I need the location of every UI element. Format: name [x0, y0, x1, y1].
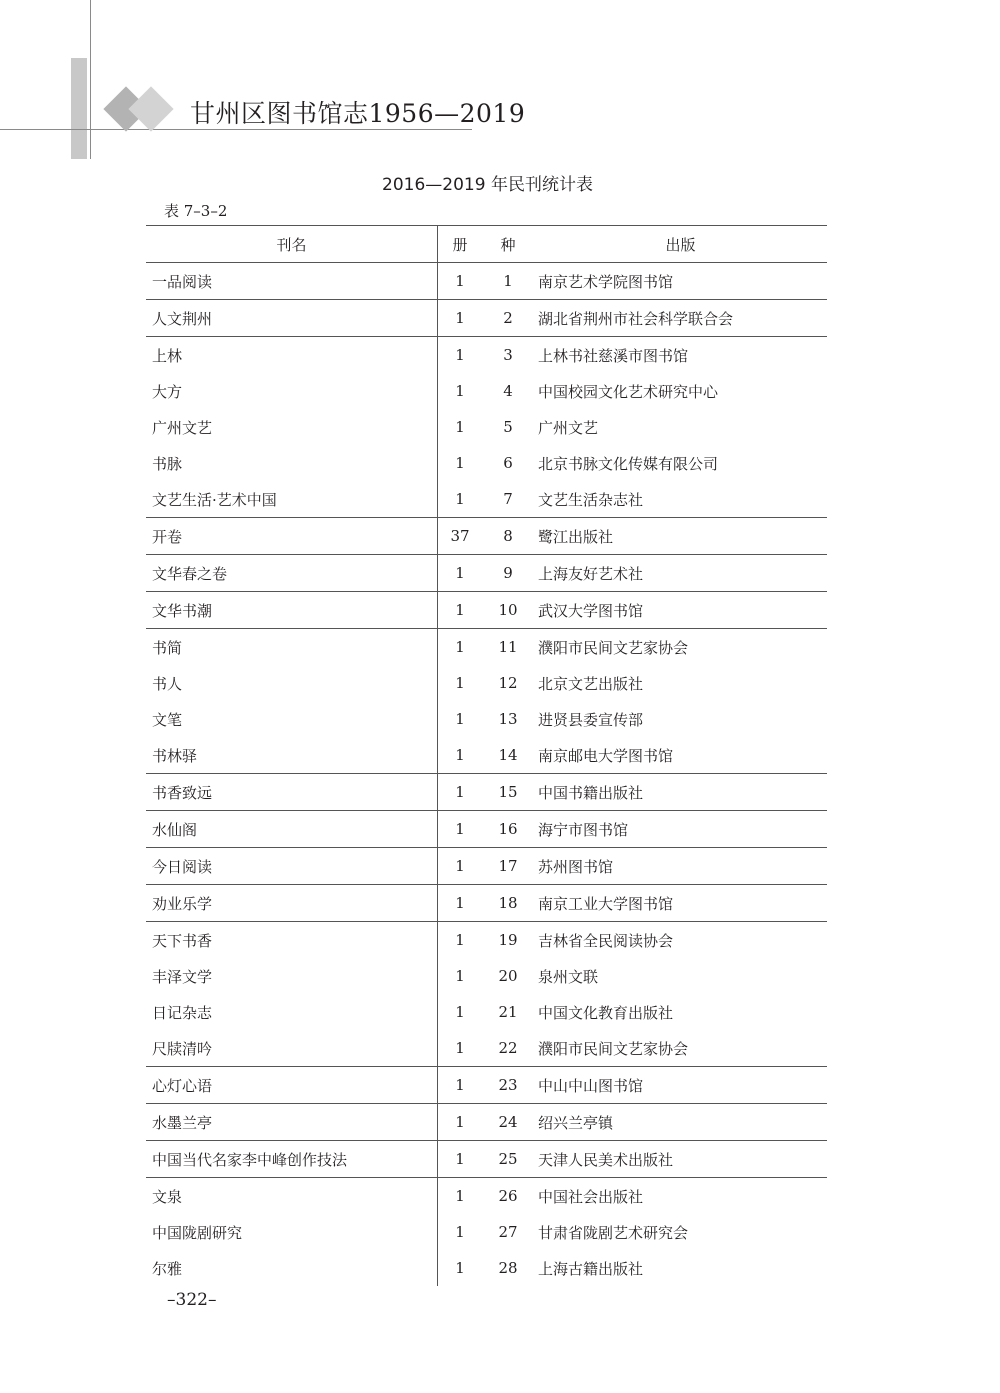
- table-row: [146, 629, 827, 665]
- table-row: [146, 885, 827, 922]
- running-header-title: 甘州区图书馆志1956—2019: [190, 99, 526, 128]
- cell-kinds: 28: [498, 1259, 518, 1277]
- table-row: [146, 1067, 827, 1104]
- cell-publisher: 武汉大学图书馆: [538, 601, 644, 620]
- table-row: [146, 774, 827, 811]
- cell-publisher: 天津人民美术出版社: [538, 1150, 674, 1169]
- cell-volumes: 1: [455, 1223, 465, 1241]
- cell-publisher: 广州文艺: [538, 418, 599, 437]
- cell-kinds: 25: [498, 1150, 518, 1168]
- table-row: [146, 994, 827, 1030]
- cell-volumes: 1: [455, 857, 465, 875]
- cell-name: 广州文艺: [146, 409, 438, 445]
- cell-name: 大方: [146, 373, 438, 409]
- cell-name: 开卷: [146, 518, 438, 554]
- cell-name: 心灯心语: [146, 1067, 438, 1103]
- cell-publisher: 南京邮电大学图书馆: [538, 746, 674, 765]
- cell-publisher: 中国社会出版社: [538, 1187, 644, 1206]
- cell-volumes: 1: [455, 601, 465, 619]
- cell-publisher: 进贤县委宣传部: [538, 710, 644, 729]
- cell-publisher: 甘肃省陇剧艺术研究会: [538, 1223, 689, 1242]
- table-row: [146, 409, 827, 445]
- cell-volumes: 1: [455, 1150, 465, 1168]
- cell-volumes: 1: [455, 710, 465, 728]
- cell-volumes: 1: [455, 931, 465, 949]
- cell-publisher: 上林书社慈溪市图书馆: [538, 346, 689, 365]
- cell-name: 书林驿: [146, 737, 438, 773]
- cell-kinds: 19: [498, 931, 518, 949]
- cell-kinds: 9: [503, 564, 513, 582]
- cell-volumes: 1: [455, 1259, 465, 1277]
- cell-volumes: 1: [455, 1003, 465, 1021]
- table-row: [146, 737, 827, 774]
- cell-publisher: 北京文艺出版社: [538, 674, 644, 693]
- table-title: 2016—2019 年民刊统计表: [382, 175, 593, 195]
- cell-kinds: 7: [503, 490, 513, 508]
- cell-name: 文笔: [146, 701, 438, 737]
- cell-volumes: 37: [450, 527, 470, 545]
- cell-publisher: 南京工业大学图书馆: [538, 894, 674, 913]
- cell-name: 水墨兰亭: [146, 1104, 438, 1140]
- cell-volumes: 1: [455, 638, 465, 656]
- cell-volumes: 1: [455, 309, 465, 327]
- cell-kinds: 13: [498, 710, 518, 728]
- cell-volumes: 1: [455, 490, 465, 508]
- cell-name: 尺牍清吟: [146, 1030, 438, 1066]
- cell-kinds: 24: [498, 1113, 518, 1131]
- table-row: [146, 337, 827, 373]
- table-row: [146, 263, 827, 300]
- cell-name: 一品阅读: [146, 263, 438, 299]
- cell-name: 文华书潮: [146, 592, 438, 628]
- table-row: [146, 1178, 827, 1214]
- table-row: [146, 518, 827, 555]
- cell-kinds: 20: [498, 967, 518, 985]
- cell-name: 书脉: [146, 445, 438, 481]
- cell-kinds: 14: [498, 746, 518, 764]
- cell-name: 文艺生活·艺术中国: [146, 481, 438, 517]
- periodicals-table: [146, 225, 827, 1286]
- table-row: [146, 1104, 827, 1141]
- header-volumes: 册: [452, 235, 468, 254]
- cell-publisher: 濮阳市民间文艺家协会: [538, 638, 689, 657]
- cell-volumes: 1: [455, 783, 465, 801]
- cell-publisher: 绍兴兰亭镇: [538, 1113, 614, 1132]
- cell-kinds: 11: [498, 638, 518, 656]
- cell-volumes: 1: [455, 564, 465, 582]
- cell-publisher: 北京书脉文化传媒有限公司: [538, 454, 719, 473]
- cell-kinds: 5: [503, 418, 513, 436]
- cell-publisher: 濮阳市民间文艺家协会: [538, 1039, 689, 1058]
- table-row: [146, 958, 827, 994]
- cell-name: 上林: [146, 337, 438, 373]
- table-row: [146, 1030, 827, 1067]
- cell-volumes: 1: [455, 454, 465, 472]
- cell-publisher: 南京艺术学院图书馆: [538, 272, 674, 291]
- cell-name: 文华春之卷: [146, 555, 438, 591]
- cell-kinds: 16: [498, 820, 518, 838]
- table-row: [146, 701, 827, 737]
- table-row: [146, 555, 827, 592]
- cell-volumes: 1: [455, 1039, 465, 1057]
- cell-publisher: 中国书籍出版社: [538, 783, 644, 802]
- cell-publisher: 上海古籍出版社: [538, 1259, 644, 1278]
- cell-kinds: 18: [498, 894, 518, 912]
- table-row: [146, 481, 827, 518]
- table-row: [146, 373, 827, 409]
- table-row: [146, 848, 827, 885]
- table-body: [146, 263, 827, 1286]
- cell-kinds: 4: [503, 382, 513, 400]
- cell-kinds: 2: [503, 309, 513, 327]
- table-number: 表 7–3–2: [164, 202, 228, 220]
- cell-publisher: 泉州文联: [538, 967, 599, 986]
- cell-publisher: 文艺生活杂志社: [538, 490, 644, 509]
- cell-name: 书简: [146, 629, 438, 665]
- table-header-row: [146, 226, 827, 263]
- cell-kinds: 27: [498, 1223, 518, 1241]
- table-row: [146, 300, 827, 337]
- cell-publisher: 海宁市图书馆: [538, 820, 629, 839]
- header-kinds: 种: [500, 235, 516, 254]
- cell-volumes: 1: [455, 382, 465, 400]
- table-row: [146, 1141, 827, 1178]
- cell-name: 书香致远: [146, 774, 438, 810]
- cell-publisher: 中国校园文化艺术研究中心: [538, 382, 719, 401]
- cell-name: 日记杂志: [146, 994, 438, 1030]
- cell-publisher: 中国文化教育出版社: [538, 1003, 674, 1022]
- cell-volumes: 1: [455, 820, 465, 838]
- cell-volumes: 1: [455, 746, 465, 764]
- cell-kinds: 23: [498, 1076, 518, 1094]
- cell-publisher: 中山中山图书馆: [538, 1076, 644, 1095]
- table-row: [146, 922, 827, 958]
- header-name: 刊名: [146, 226, 438, 262]
- cell-volumes: 1: [455, 272, 465, 290]
- cell-name: 天下书香: [146, 922, 438, 958]
- cell-volumes: 1: [455, 346, 465, 364]
- cell-volumes: 1: [455, 967, 465, 985]
- cell-publisher: 吉林省全民阅读协会: [538, 931, 674, 950]
- header-publisher: 出版: [665, 235, 696, 254]
- cell-name: 尔雅: [146, 1250, 438, 1286]
- cell-name: 今日阅读: [146, 848, 438, 884]
- cell-kinds: 10: [498, 601, 518, 619]
- cell-kinds: 8: [503, 527, 513, 545]
- table-row: [146, 665, 827, 701]
- table-row: [146, 445, 827, 481]
- cell-kinds: 3: [503, 346, 513, 364]
- cell-volumes: 1: [455, 674, 465, 692]
- cell-volumes: 1: [455, 1113, 465, 1131]
- cell-name: 人文荆州: [146, 300, 438, 336]
- table-row: [146, 592, 827, 629]
- table-row: [146, 1214, 827, 1250]
- cell-publisher: 湖北省荆州市社会科学联合会: [538, 309, 734, 328]
- cell-kinds: 17: [498, 857, 518, 875]
- cell-publisher: 鹭江出版社: [538, 527, 614, 546]
- cell-volumes: 1: [455, 1076, 465, 1094]
- cell-kinds: 15: [498, 783, 518, 801]
- cell-publisher: 上海友好艺术社: [538, 564, 644, 583]
- page-number: –322–: [167, 1290, 217, 1310]
- cell-kinds: 22: [498, 1039, 518, 1057]
- cell-kinds: 21: [498, 1003, 518, 1021]
- cell-name: 丰泽文学: [146, 958, 438, 994]
- header-diamond-icon-light: [128, 86, 173, 131]
- table-row: [146, 811, 827, 848]
- cell-volumes: 1: [455, 418, 465, 436]
- cell-volumes: 1: [455, 894, 465, 912]
- cell-name: 劝业乐学: [146, 885, 438, 921]
- table-row: [146, 1250, 827, 1286]
- header-vertical-rule: [90, 0, 91, 159]
- cell-name: 水仙阁: [146, 811, 438, 847]
- header-side-bar: [71, 58, 87, 159]
- cell-kinds: 1: [503, 272, 513, 290]
- cell-kinds: 12: [498, 674, 518, 692]
- cell-volumes: 1: [455, 1187, 465, 1205]
- cell-name: 中国当代名家李中峰创作技法: [146, 1141, 438, 1177]
- cell-name: 中国陇剧研究: [146, 1214, 438, 1250]
- cell-publisher: 苏州图书馆: [538, 857, 614, 876]
- cell-name: 文泉: [146, 1178, 438, 1214]
- cell-kinds: 6: [503, 454, 513, 472]
- cell-name: 书人: [146, 665, 438, 701]
- cell-kinds: 26: [498, 1187, 518, 1205]
